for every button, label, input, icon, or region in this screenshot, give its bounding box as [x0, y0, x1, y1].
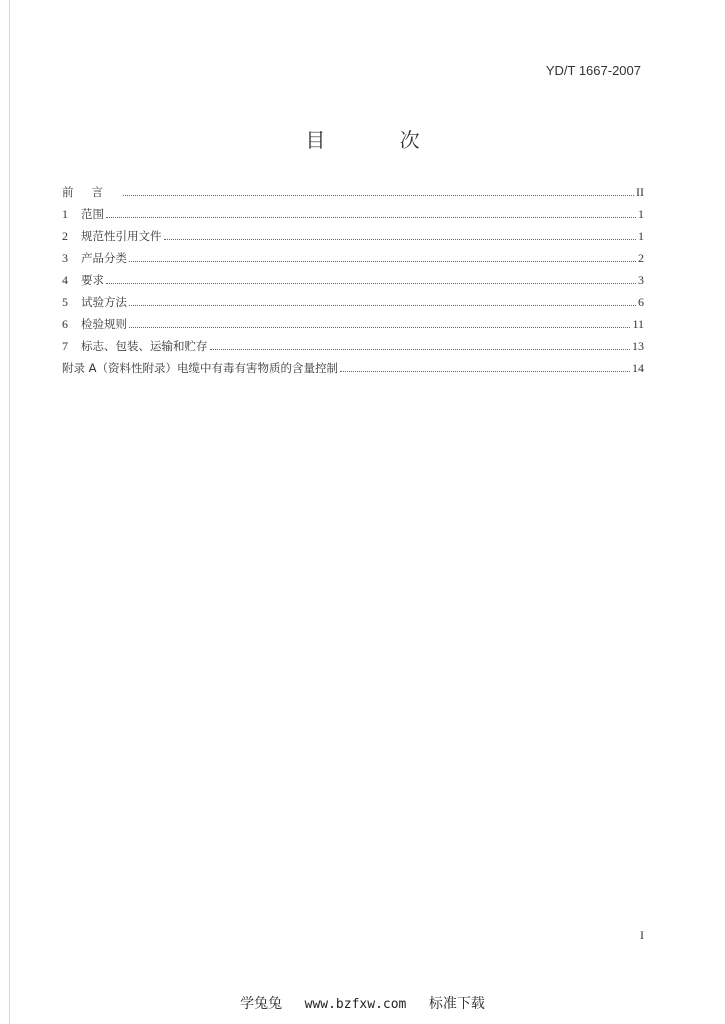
toc-entry-number: 2: [62, 229, 68, 243]
toc-entry-label: 标志、包装、运输和贮存: [81, 339, 208, 353]
toc-entry-page: 14: [632, 361, 644, 375]
footer-tagline: 标准下载: [428, 996, 485, 1012]
toc-entry-number: 4: [62, 273, 68, 287]
toc-entry-annex-a[interactable]: [62, 360, 644, 382]
toc-entry-page: 11: [632, 317, 644, 331]
page-number: I: [640, 928, 644, 942]
toc-entry-label: 附录 A（资料性附录）电缆中有毒有害物质的含量控制: [62, 361, 339, 375]
toc-entry-foreword[interactable]: [62, 184, 644, 206]
toc-title: 目 次: [305, 128, 454, 152]
toc-entry-label: 产品分类: [81, 251, 127, 265]
toc-entry-number: 1: [62, 207, 68, 221]
dot-leader: [210, 349, 631, 350]
toc-entry-number: 5: [62, 295, 68, 309]
dot-leader: [106, 283, 636, 284]
footer-url-link[interactable]: www.bzfxw.com: [304, 997, 407, 1012]
table-of-contents: [62, 184, 644, 382]
toc-entry-test-methods[interactable]: [62, 294, 644, 316]
page-edge-line: [9, 0, 10, 1024]
toc-entry-normative-references[interactable]: [62, 228, 644, 250]
toc-entry-requirements[interactable]: [62, 272, 644, 294]
toc-entry-page: 13: [632, 339, 644, 353]
dot-leader: [129, 327, 630, 328]
dot-leader: [123, 195, 634, 196]
download-footer: [0, 993, 725, 1013]
toc-entry-label: 要求: [81, 273, 104, 287]
toc-entry-inspection-rules[interactable]: [62, 316, 644, 338]
toc-entry-number: 7: [62, 339, 68, 353]
toc-entry-label: 规范性引用文件: [81, 229, 162, 243]
dot-leader: [340, 371, 630, 372]
toc-entry-page: II: [636, 185, 644, 199]
toc-entry-page: 3: [638, 273, 644, 287]
toc-entry-label: 范围: [81, 207, 104, 221]
toc-entry-page: 6: [638, 295, 644, 309]
toc-entry-label: 检验规则: [81, 317, 127, 331]
toc-entry-number: 3: [62, 251, 68, 265]
toc-entry-label: 前言: [62, 185, 121, 199]
standard-code: YD/T 1667-2007: [545, 63, 641, 78]
toc-entry-page: 1: [638, 229, 644, 243]
toc-entry-number: 6: [62, 317, 68, 331]
toc-entry-marking-packaging[interactable]: [62, 338, 644, 360]
dot-leader: [129, 261, 636, 262]
toc-entry-page: 1: [638, 207, 644, 221]
dot-leader: [129, 305, 636, 306]
toc-entry-page: 2: [638, 251, 644, 265]
dot-leader: [106, 217, 636, 218]
footer-site-name: 学兔兔: [240, 996, 283, 1012]
toc-entry-label: 试验方法: [81, 295, 127, 309]
toc-entry-classification[interactable]: [62, 250, 644, 272]
dot-leader: [164, 239, 637, 240]
toc-entry-scope[interactable]: [62, 206, 644, 228]
